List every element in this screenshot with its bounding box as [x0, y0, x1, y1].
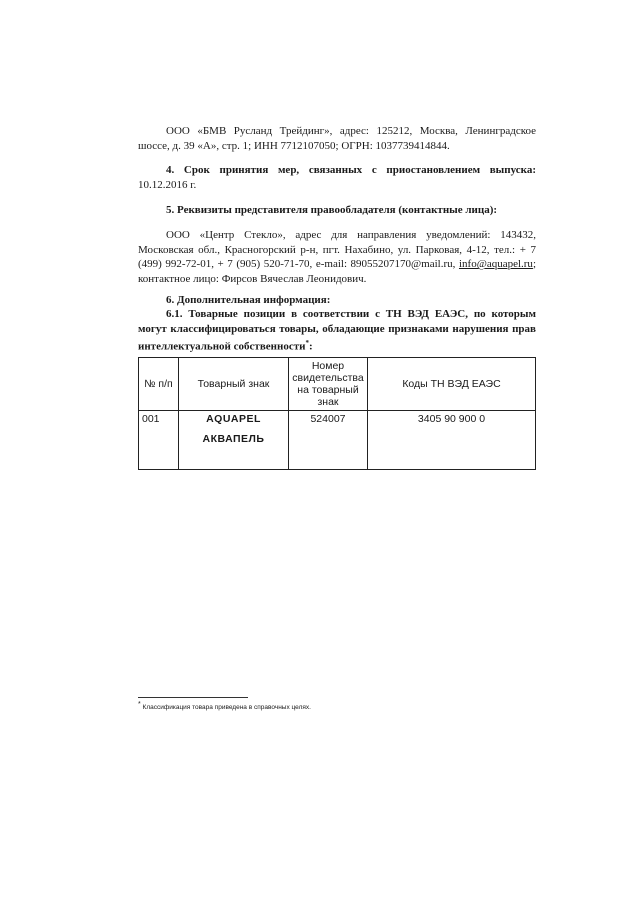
contact-person-text: ; контактное лицо: Фирсов Вячеслав Леонидович.: [138, 258, 536, 285]
section-6-1: [138, 307, 536, 354]
footnote-ref: *: [305, 339, 309, 348]
section-6-heading: 6. Дополнительная информация:: [166, 294, 331, 306]
section-4: [138, 163, 536, 192]
header-certificate: Номер свидетельства на товарный знак: [289, 358, 368, 411]
section-6-1-colon: :: [308, 340, 313, 353]
row-number: 001: [139, 411, 179, 470]
row-trademark: [179, 411, 289, 470]
section-5-heading: 5. Реквизиты представителя правообладателя (контактные лица):: [166, 204, 498, 216]
trademark-cyrillic: АКВАПЕЛЬ: [202, 433, 265, 445]
section-4-date: 10.12.2016 г.: [138, 178, 197, 191]
email-link[interactable]: info@aquapel.ru: [458, 258, 533, 271]
header-trademark: Товарный знак: [179, 358, 289, 411]
section-4-heading: 4. Срок принятия мер, связанных с приостановлением выпуска:: [166, 164, 536, 176]
table-header-row: [139, 358, 536, 411]
trademark-latin: AQUAPEL: [206, 413, 261, 425]
footnote-text: Классификация товара приведена в справочных целях.: [142, 704, 311, 712]
row-certificate: 524007: [289, 411, 368, 470]
header-codes: Коды ТН ВЭД ЕАЭС: [368, 358, 536, 411]
table-row: [139, 411, 536, 470]
section-6-1-heading: 6.1. Товарные позиции в соответствии с ТН ВЭД ЕАЭС, по которым могут классифицироваться товары, обладающие признаками нарушения прав интеллектуальной собственности: [138, 308, 536, 353]
row-code: 3405 90 900 0: [368, 411, 536, 470]
company-paragraph: [138, 124, 536, 153]
section-5-details: [138, 228, 536, 286]
footnote: [138, 701, 311, 711]
footnote-divider: [138, 697, 248, 698]
company-text: ООО «БМВ Русланд Трейдинг», адрес: 125212, Москва, Ленинградское шоссе, д. 39 «А», стр. 1; ИНН 7712107050; ОГРН: 1037739414844.: [138, 125, 536, 152]
header-number: № п/п: [139, 358, 179, 411]
footnote-mark: *: [138, 701, 141, 708]
representative-text: ООО «Центр Стекло», адрес для направления уведомлений: 143432, Московская обл., Красногорский р-н, пгт. Нахабино, ул. Парковая, 4-12, тел.: + 7 (499) 992-72-01, + 7 (905) 520-71-70, e-mail: 89055207170@mail.ru,: [138, 229, 536, 271]
trademark-table: [138, 357, 536, 470]
